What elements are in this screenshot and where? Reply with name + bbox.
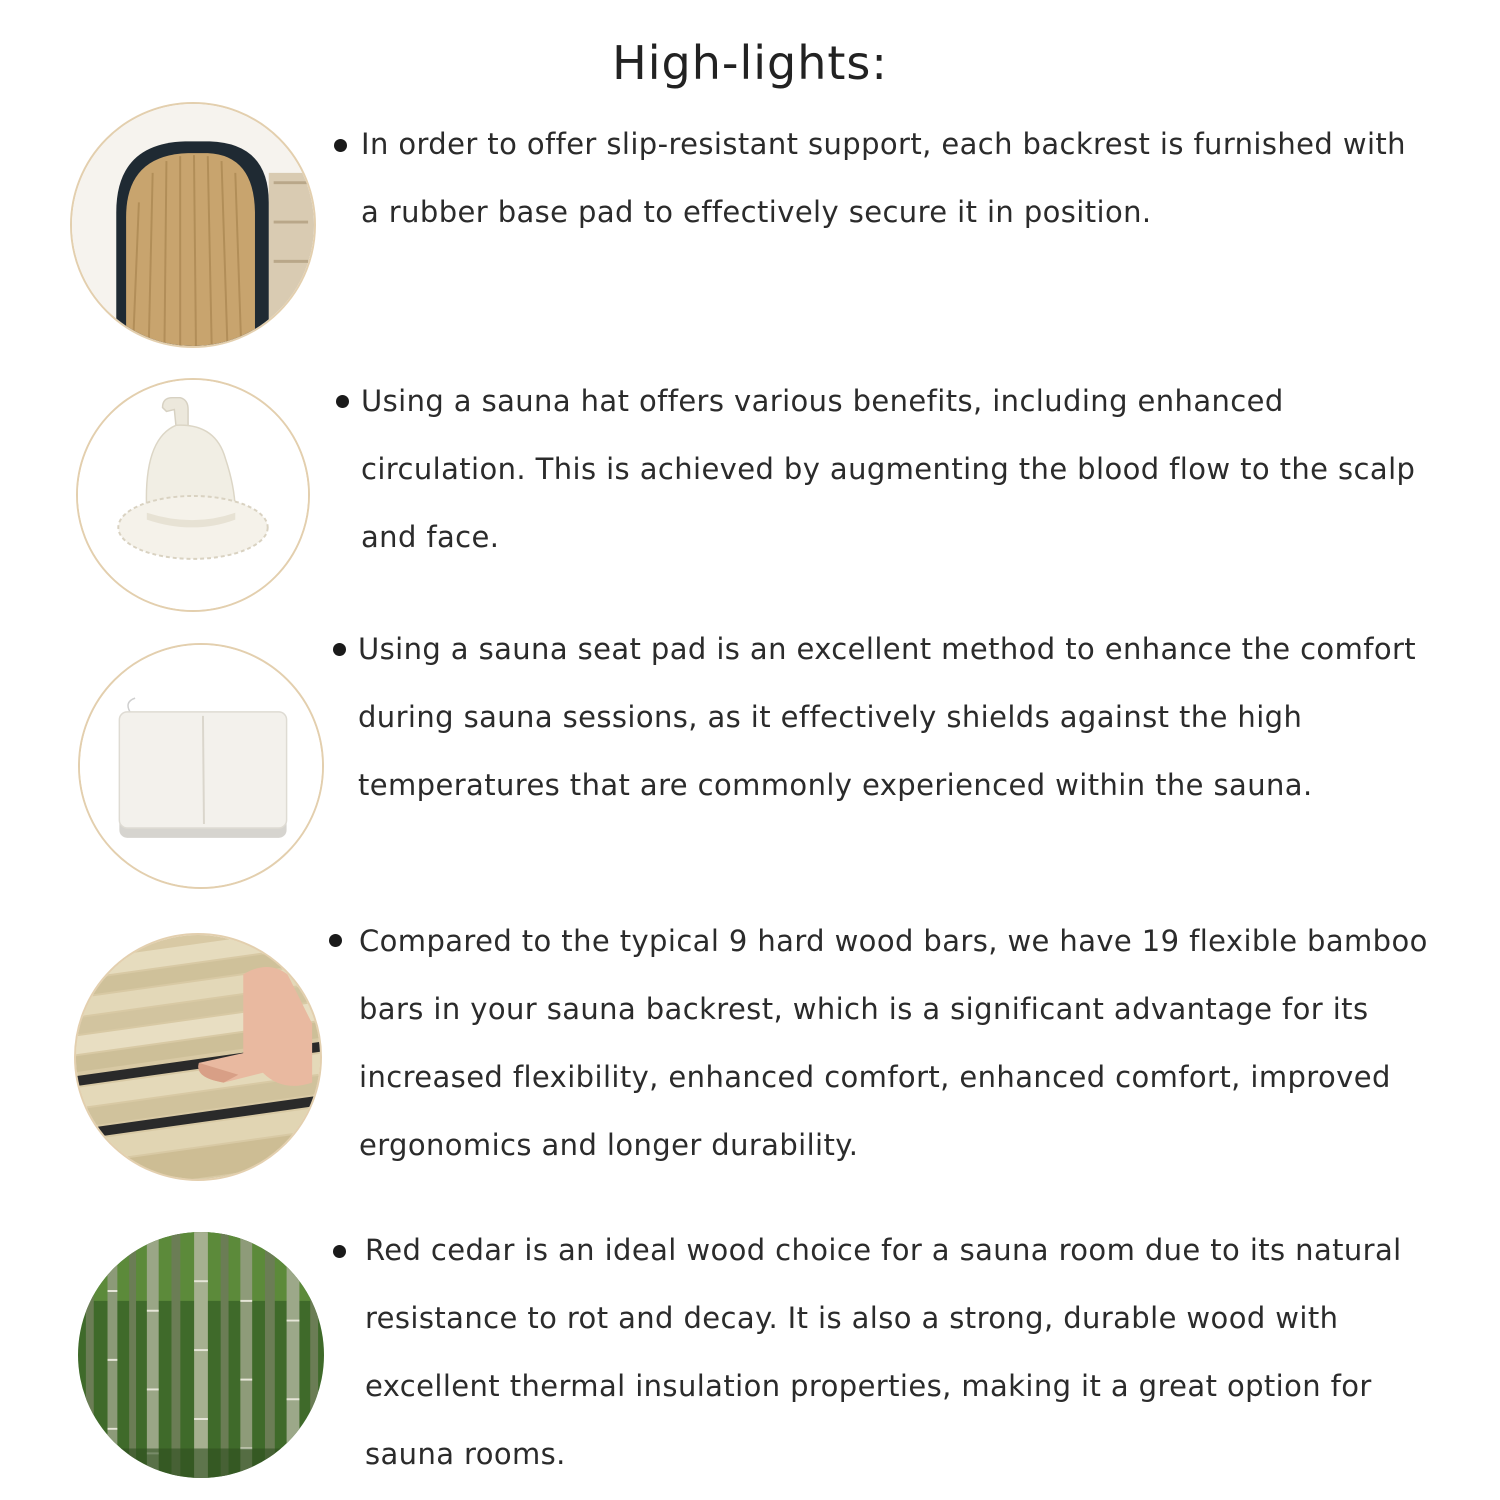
bullet-icon (333, 643, 346, 656)
bullet-icon (334, 139, 347, 152)
bullet-icon (329, 934, 342, 947)
bamboo-forest-image (76, 1230, 326, 1480)
sauna-seat-pad-image (78, 643, 324, 889)
bamboo-bars-image (74, 933, 322, 1181)
sauna-hat-image (76, 378, 310, 612)
highlight-text-5: Red cedar is an ideal wood choice for a sauna room due to its natural resistance to rot and decay. It is also a strong, durable wood with excellent thermal insulation properties, making it a great option for sauna rooms. (365, 1233, 1402, 1471)
highlight-text-4: Compared to the typical 9 hard wood bars, we have 19 flexible bamboo bars in your sauna backrest, which is a significant advantage for its increased flexibility, enhanced comfort, enhanced comfort, improved ergonomics and longer durability. (359, 924, 1428, 1162)
page-title: High-lights: (612, 36, 888, 90)
highlight-text-1: In order to offer slip-resistant support, each backrest is furnished with a rubber base pad to effectively secure it in position. (361, 127, 1406, 229)
bullet-icon (333, 1245, 346, 1258)
highlight-text-3: Using a sauna seat pad is an excellent method to enhance the comfort during sauna sessions, as it effectively shields against the high temperatures that are commonly experienced within the sauna. (358, 632, 1417, 802)
bullet-icon (336, 395, 349, 408)
backrest-rubber-pad-image (70, 102, 316, 348)
highlight-text-2: Using a sauna hat offers various benefits, including enhanced circulation. This is achieved by augmenting the blood flow to the scalp and face. (361, 384, 1416, 554)
